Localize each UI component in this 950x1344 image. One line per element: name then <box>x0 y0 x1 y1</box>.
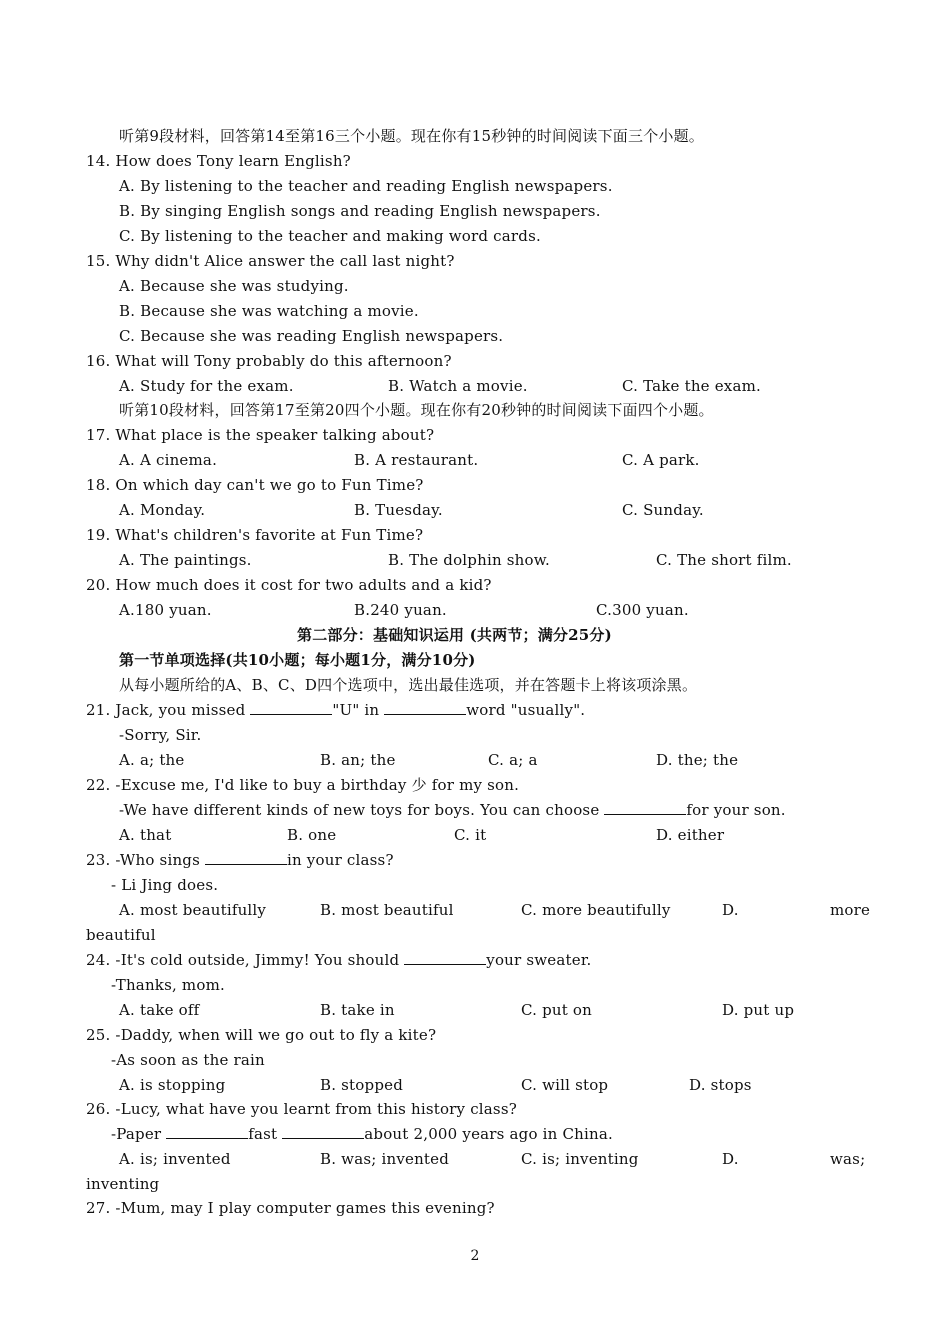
q24-reply: -Thanks, mom. <box>111 976 225 994</box>
q25-reply: -As soon as the rain <box>111 1051 265 1069</box>
q19-option-b: B. The dolphin show. <box>388 551 551 569</box>
question-23-stem <box>86 850 394 870</box>
q26-option-d-continued: inventing <box>86 1175 160 1193</box>
q17-option-b: B. A restaurant. <box>354 451 479 469</box>
q26-option-d-word: was; <box>830 1150 866 1168</box>
q14-option-b: B. By singing English songs and reading English newspapers. <box>119 202 601 220</box>
q18-option-b: B. Tuesday. <box>354 501 443 519</box>
q21-text-1: 21. Jack, you missed <box>86 701 251 719</box>
q21-reply: -Sorry, Sir. <box>119 726 202 744</box>
q22-reply <box>119 800 786 820</box>
question-16-stem: 16. What will Tony probably do this afternoon? <box>86 352 452 370</box>
answer-blank <box>166 1124 248 1139</box>
q24-text-2: your sweater. <box>486 951 592 969</box>
q24-option-d: D. put up <box>722 1001 795 1019</box>
q20-option-a: A.180 yuan. <box>119 601 212 619</box>
section1-instruction: 从每小题所给的A、B、C、D四个选项中，选出最佳选项，并在答题卡上将该项涂黑。 <box>119 676 698 694</box>
question-25-stem: 25. -Daddy, when will we go out to fly a kite? <box>86 1026 437 1044</box>
question-27-stem: 27. -Mum, may I play computer games this evening? <box>86 1199 495 1217</box>
q26-option-d-letter: D. <box>722 1150 739 1168</box>
q23-option-c: C. more beautifully <box>521 901 671 919</box>
question-19-stem: 19. What's children's favorite at Fun Time? <box>86 526 424 544</box>
answer-blank <box>384 700 466 715</box>
answer-blank <box>205 850 287 865</box>
q20-option-b: B.240 yuan. <box>354 601 447 619</box>
q24-option-a: A. take off <box>119 1001 200 1019</box>
q26-text-2: fast <box>248 1125 283 1143</box>
q21-text-2: "U" in <box>332 701 385 719</box>
q21-option-c: C. a; a <box>488 751 538 769</box>
q25-option-b: B. stopped <box>320 1076 403 1094</box>
question-18-stem: 18. On which day can't we go to Fun Time? <box>86 476 424 494</box>
q23-reply: - Li Jing does. <box>111 876 219 894</box>
question-22-stem: 22. -Excuse me, I'd like to buy a birthday 少 for my son. <box>86 776 520 794</box>
question-17-stem: 17. What place is the speaker talking about? <box>86 426 435 444</box>
q22-option-b: B. one <box>287 826 337 844</box>
q23-option-d-continued: beautiful <box>86 926 156 944</box>
q22-text-2: for your son. <box>686 801 786 819</box>
q21-option-d: D. the; the <box>656 751 739 769</box>
q22-option-d: D. either <box>656 826 725 844</box>
section10-instruction: 听第10段材料，回答第17至第20四个小题。现在你有20秒钟的时间阅读下面四个小题。 <box>119 401 714 419</box>
q15-option-c: C. Because she was reading English newspapers. <box>119 327 504 345</box>
q22-option-c: C. it <box>454 826 487 844</box>
question-14-stem: 14. How does Tony learn English? <box>86 152 351 170</box>
q17-option-a: A. A cinema. <box>119 451 218 469</box>
q26-option-a: A. is; invented <box>119 1150 231 1168</box>
q26-option-c: C. is; inventing <box>521 1150 639 1168</box>
answer-blank <box>250 700 332 715</box>
q22-option-a: A. that <box>119 826 172 844</box>
q16-option-b: B. Watch a movie. <box>388 377 528 395</box>
q16-option-a: A. Study for the exam. <box>119 377 294 395</box>
question-15-stem: 15. Why didn't Alice answer the call last night? <box>86 252 455 270</box>
section9-instruction: 听第9段材料，回答第14至第16三个小题。现在你有15秒钟的时间阅读下面三个小题。 <box>119 127 705 145</box>
q25-option-a: A. is stopping <box>119 1076 226 1094</box>
question-21-stem <box>86 700 585 720</box>
q24-option-c: C. put on <box>521 1001 593 1019</box>
question-24-stem <box>86 950 592 970</box>
q21-option-b: B. an; the <box>320 751 396 769</box>
answer-blank <box>282 1124 364 1139</box>
q17-option-c: C. A park. <box>622 451 700 469</box>
q26-reply <box>111 1124 613 1144</box>
q19-option-a: A. The paintings. <box>119 551 252 569</box>
q26-option-b: B. was; invented <box>320 1150 450 1168</box>
q14-option-c: C. By listening to the teacher and making word cards. <box>119 227 541 245</box>
q14-option-a: A. By listening to the teacher and reading English newspapers. <box>119 177 613 195</box>
q23-option-d-letter: D. <box>722 901 739 919</box>
q21-text-3: word "usually". <box>466 701 586 719</box>
q23-text-2: in your class? <box>286 851 394 869</box>
question-26-stem: 26. -Lucy, what have you learnt from this history class? <box>86 1100 517 1118</box>
q24-text-1: 24. -It's cold outside, Jimmy! You should <box>86 951 405 969</box>
page-number: 2 <box>470 1248 480 1264</box>
q16-option-c: C. Take the exam. <box>622 377 762 395</box>
q26-text-3: about 2,000 years ago in China. <box>364 1125 613 1143</box>
q15-option-a: A. Because she was studying. <box>119 277 349 295</box>
q26-text-1: -Paper <box>111 1125 167 1143</box>
q18-option-a: A. Monday. <box>119 501 206 519</box>
question-20-stem: 20. How much does it cost for two adults and a kid? <box>86 576 492 594</box>
section1-title: 第一节单项选择(共10小题；每小题1分，满分10分) <box>119 651 476 669</box>
q18-option-c: C. Sunday. <box>622 501 704 519</box>
answer-blank <box>604 800 686 815</box>
q23-text-1: 23. -Who sings <box>86 851 205 869</box>
q15-option-b: B. Because she was watching a movie. <box>119 302 419 320</box>
q23-option-a: A. most beautifully <box>119 901 267 919</box>
q21-option-a: A. a; the <box>119 751 185 769</box>
q24-option-b: B. take in <box>320 1001 395 1019</box>
part2-title: 第二部分：基础知识运用 (共两节；满分25分) <box>297 626 612 644</box>
q23-option-b: B. most beautiful <box>320 901 454 919</box>
q23-option-d-word: more <box>830 901 871 919</box>
q25-option-d: D. stops <box>689 1076 752 1094</box>
q19-option-c: C. The short film. <box>656 551 792 569</box>
q25-option-c: C. will stop <box>521 1076 609 1094</box>
q20-option-c: C.300 yuan. <box>596 601 689 619</box>
answer-blank <box>404 950 486 965</box>
q22-text-1: -We have different kinds of new toys for boys. You can choose <box>119 801 605 819</box>
